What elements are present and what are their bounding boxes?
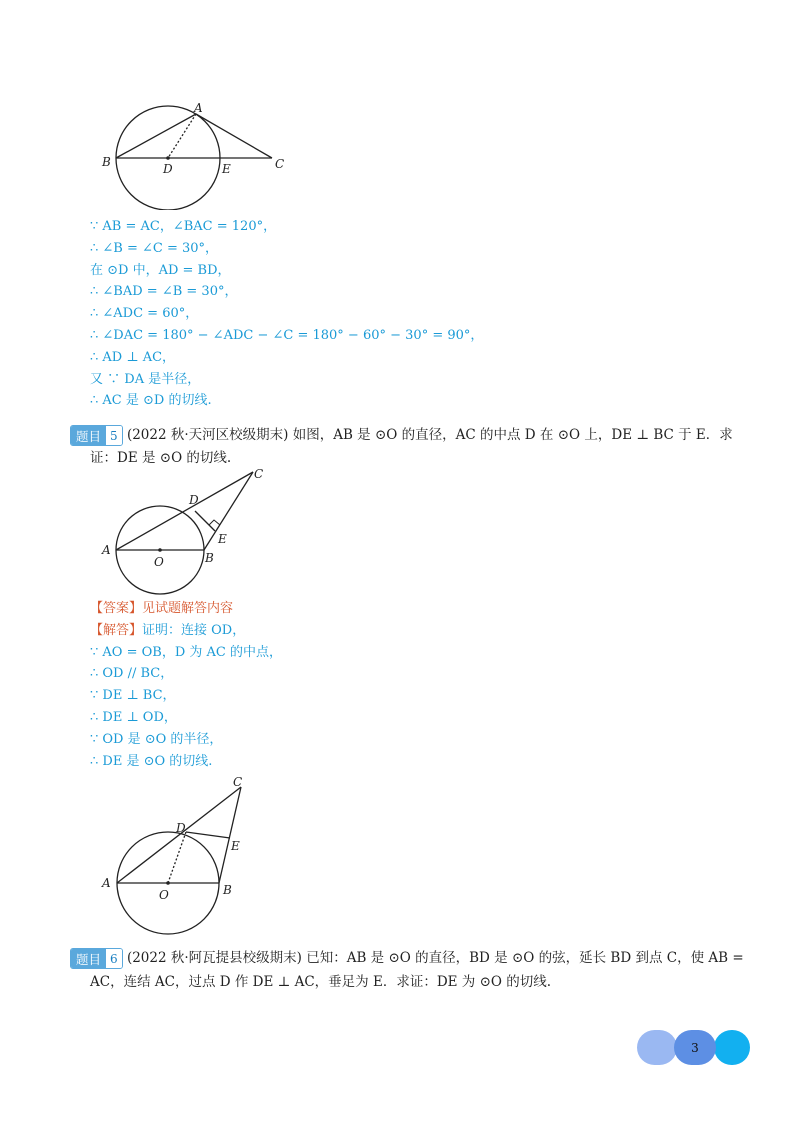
badge-number: 5 (106, 426, 122, 445)
solution-1-block (90, 216, 483, 412)
fig2-label-o: O (154, 555, 164, 569)
question-6-badge (70, 948, 123, 969)
question-5-text-cont: 证：DE 是 ⊙O 的切线. (90, 450, 232, 466)
solution-1-line: ∵ AB = AC，∠BAC = 120°， (90, 219, 277, 234)
badge-number: 6 (106, 949, 122, 968)
page-dot-right (714, 1030, 750, 1065)
question-6-text: (2022 秋·阿瓦提县校级期末) 已知：AB 是 ⊙O 的直径，BD 是 ⊙O 的弦，延长 BD 到点 C，使 AB = (126, 950, 744, 966)
solution-5-line: ∴ DE 是 ⊙O 的切线. (90, 753, 213, 769)
fig2-right-angle-mark (209, 520, 220, 525)
fig1-label-b: B (102, 155, 111, 169)
fig1-label-a: A (194, 101, 203, 115)
fig3-label-b: B (223, 883, 232, 897)
fig3-line-od-dashed (168, 832, 186, 883)
fig3-label-a: A (102, 876, 111, 890)
solution-1-line: ∴ AC 是 ⊙D 的切线. (90, 393, 212, 409)
fig1-center-dot (166, 156, 170, 160)
answer-5-line (90, 598, 282, 620)
fig2-label-c: C (254, 467, 264, 481)
question-5-text: (2022 秋·天河区校级期末) 如图，AB 是 ⊙O 的直径，AC 的中点 D 在 ⊙O 上，DE ⊥ BC 于 E．求 (126, 427, 733, 443)
fig1-line-ad-dashed (168, 114, 196, 158)
fig3-center-dot (166, 881, 170, 885)
fig3-line-de (186, 832, 230, 838)
fig2-line-bc (204, 472, 253, 550)
solution-1-line: ∴ ∠DAC = 180° − ∠ADC − ∠C = 180° − 60° − 30° = 90°， (90, 327, 484, 343)
question-6-text-cont: AC，连结 AC，过点 D 作 DE ⊥ AC，垂足为 E．求证：DE 为 ⊙O 的切线. (90, 974, 552, 990)
answer-tag: 【答案】 (90, 601, 143, 616)
fig2-label-a: A (102, 543, 111, 557)
fig2-center-dot (158, 548, 162, 552)
question-6-line-2 (90, 970, 551, 990)
solution-1-line: ∴ AD ⊥ AC， (90, 349, 176, 365)
fig2-label-d: D (189, 493, 199, 507)
solution-5-line: ∵ OD 是 ⊙O 的半径， (90, 731, 223, 747)
question-6-line-1 (70, 946, 744, 969)
solution-5-first-line (90, 620, 282, 642)
fig3-label-e: E (231, 839, 240, 853)
badge-label: 题目 (71, 949, 106, 968)
answer-text: 见试题解答内容 (142, 601, 234, 616)
answer-5-block (90, 598, 282, 772)
question-5-badge (70, 425, 123, 446)
solution-first-text: 证明：连接 OD， (142, 622, 246, 638)
solution-tag: 【解答】 (90, 622, 143, 638)
fig1-label-c: C (275, 157, 285, 171)
fig2-label-b: B (205, 551, 214, 565)
fig2-line-ac (116, 472, 253, 550)
page-dot-left (637, 1030, 677, 1065)
fig3-label-c: C (233, 775, 243, 789)
fig1-line-ac (196, 114, 272, 158)
fig1-line-ab (116, 114, 196, 158)
solution-1-line: 又 ∵ DA 是半径， (90, 371, 201, 387)
solution-5-line: ∵ AO = OB，D 为 AC 的中点， (90, 644, 282, 660)
solution-1-line: ∴ ∠ADC = 60°， (90, 306, 199, 322)
page-number: 3 (691, 1040, 699, 1055)
solution-5-line: ∵ DE ⊥ BC， (90, 688, 176, 704)
fig3-label-d: D (176, 821, 186, 835)
question-5-line-1 (70, 423, 733, 446)
figure-2-diagram (95, 462, 275, 602)
figure-1-circle-tangent (95, 100, 295, 210)
solution-5-line: ∴ DE ⊥ OD， (90, 709, 177, 725)
fig1-label-e: E (222, 162, 231, 176)
fig2-label-e: E (218, 532, 227, 546)
page-number-pill (674, 1030, 716, 1065)
fig1-label-d: D (163, 162, 173, 176)
figure-3-diagram (95, 770, 265, 940)
solution-1-line: ∴ ∠B = ∠C = 30°， (90, 240, 219, 256)
solution-1-line: ∴ ∠BAD = ∠B = 30°， (90, 284, 238, 300)
fig3-label-o: O (159, 888, 169, 902)
badge-label: 题目 (71, 426, 106, 445)
solution-5-line: ∴ OD // BC， (90, 666, 174, 682)
solution-1-line: 在 ⊙D 中，AD = BD， (90, 262, 231, 278)
